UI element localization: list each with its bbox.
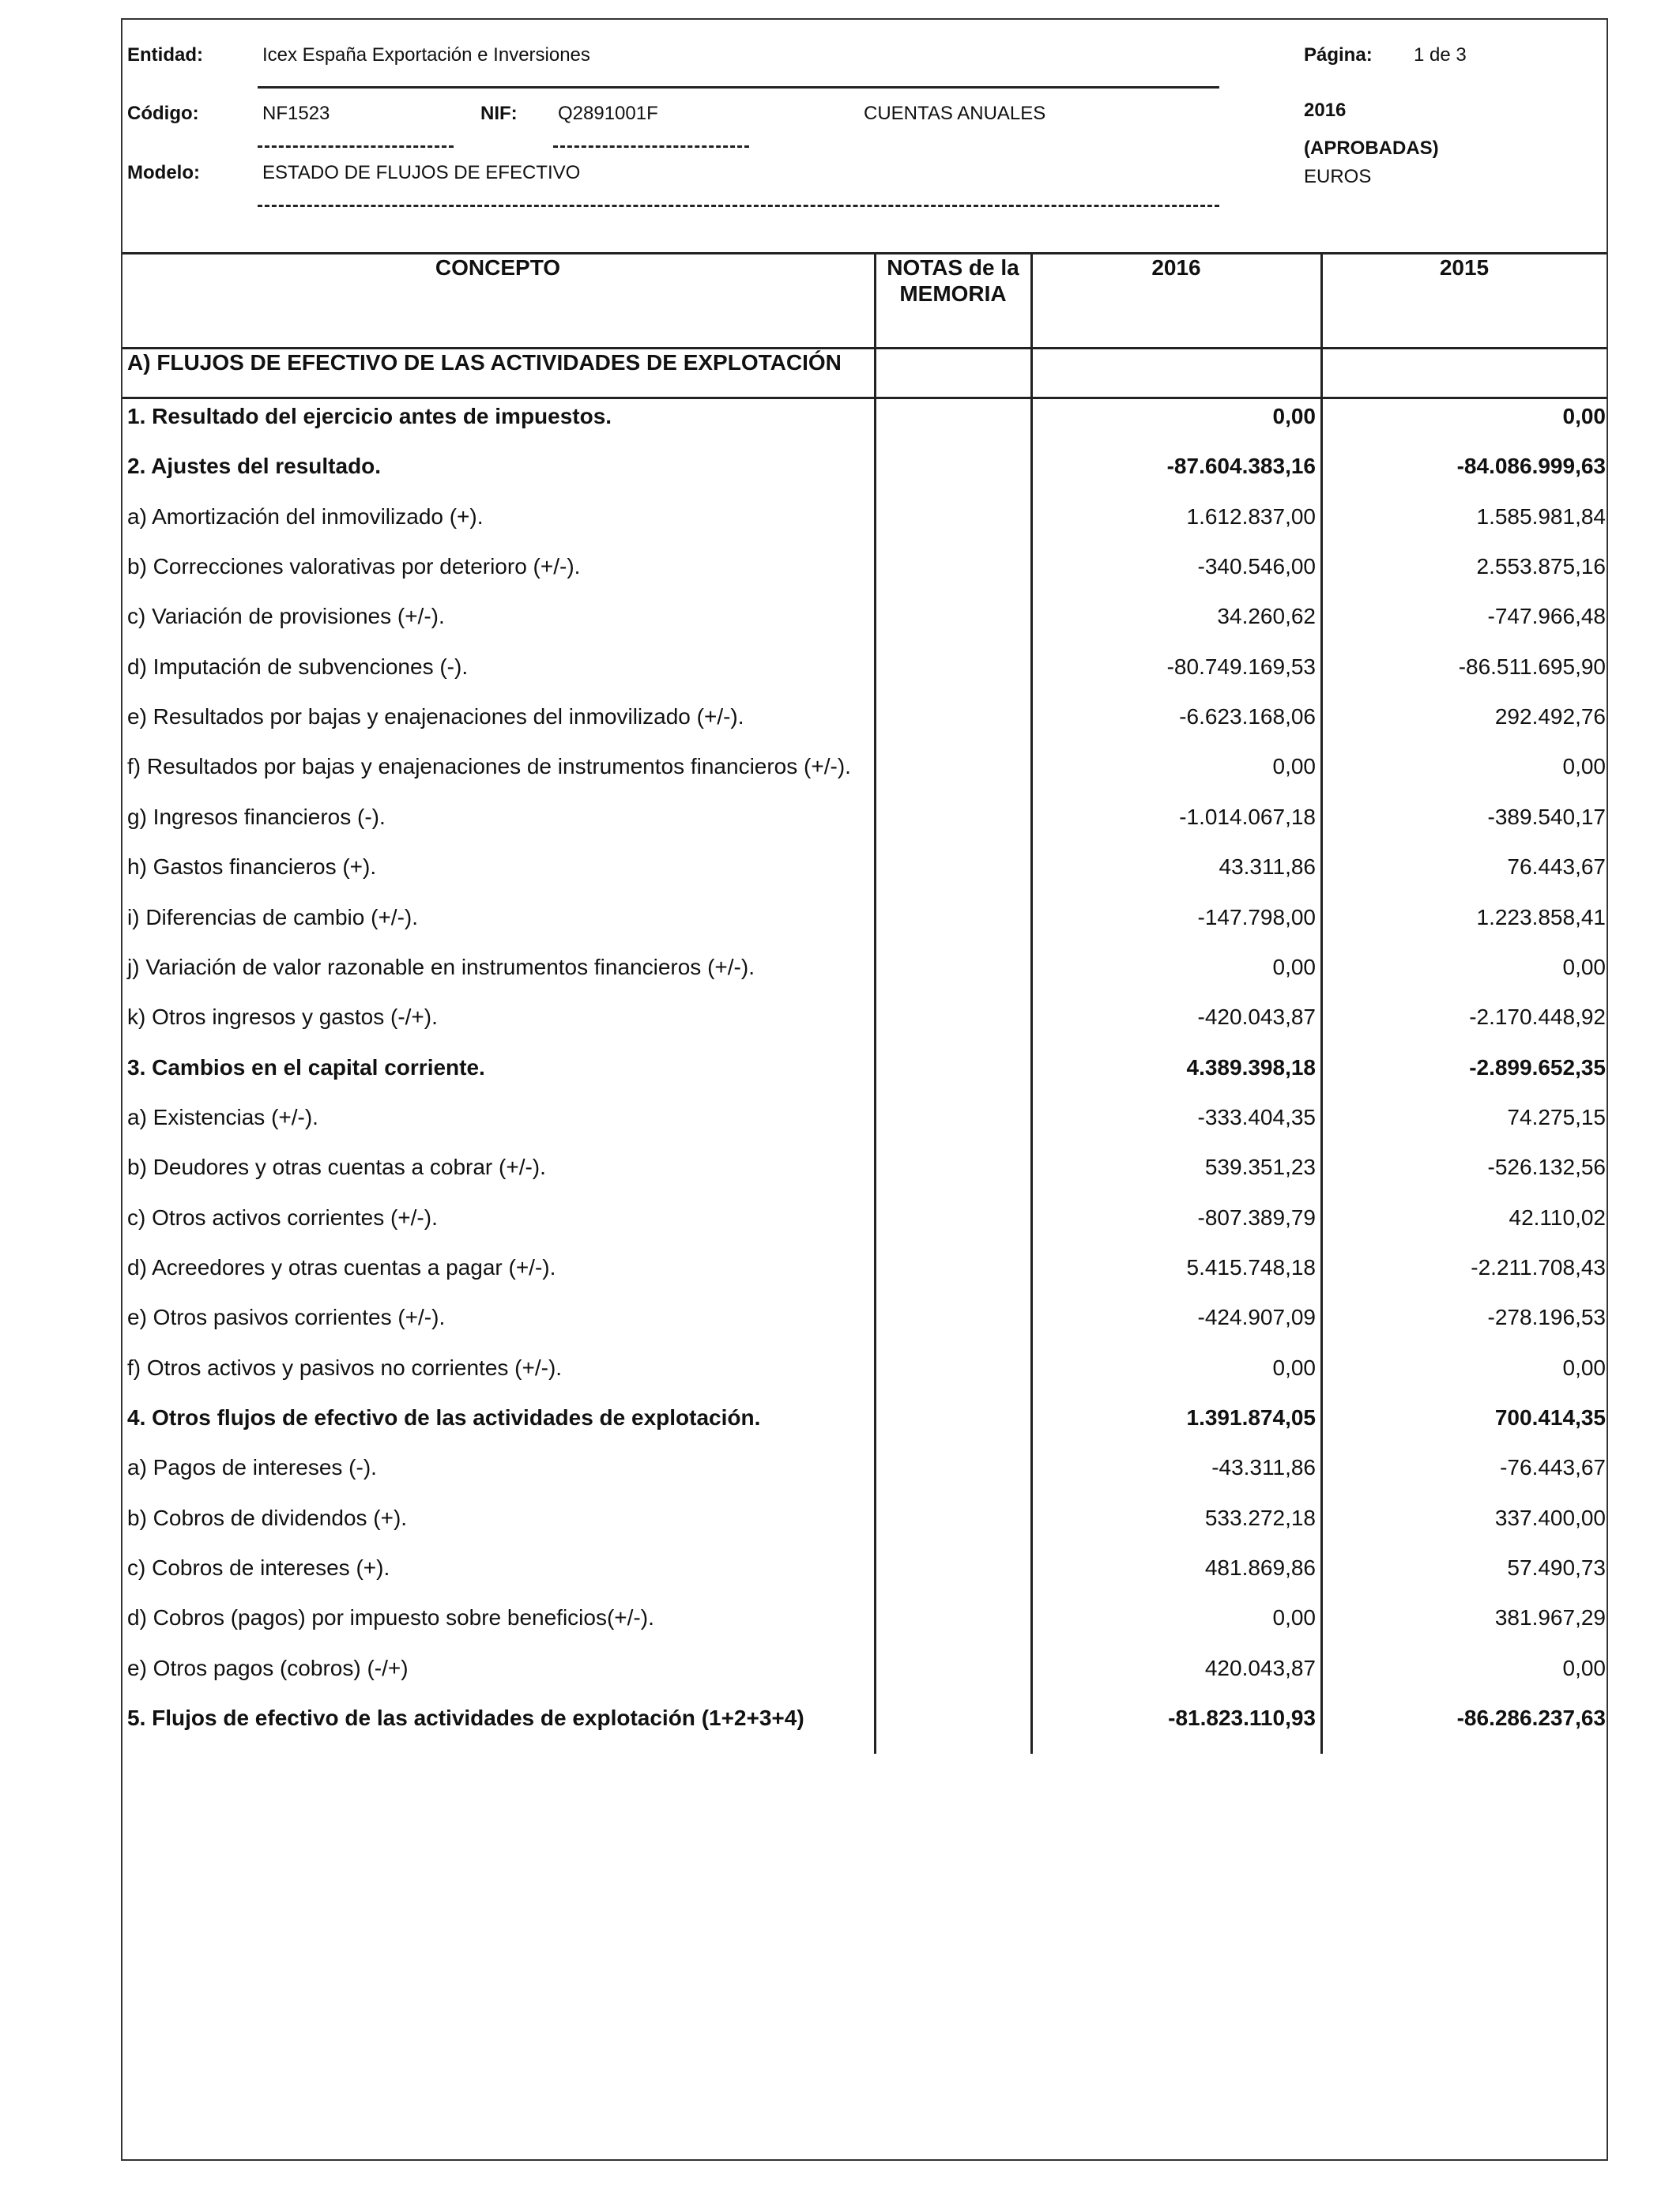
table-row	[0, 444, 1680, 494]
row-value-2016: -87.604.383,16	[1166, 454, 1316, 479]
row-value-2016: -424.907,09	[1197, 1305, 1316, 1330]
row-value-2015: 337.400,00	[1494, 1505, 1606, 1530]
table-row	[0, 495, 1680, 545]
row-concept: 2. Ajustes del resultado.	[127, 454, 382, 479]
row-value-2016: -807.389,79	[1197, 1204, 1316, 1230]
table-row	[0, 1145, 1680, 1195]
row-value-2016: 5.415.748,18	[1186, 1254, 1316, 1280]
row-concept: f) Otros activos y pasivos no corrientes (+/-).	[127, 1355, 563, 1380]
row-value-2015: 42.110,02	[1509, 1204, 1606, 1230]
row-value-2016: -420.043,87	[1197, 1005, 1316, 1030]
entidad-underline	[258, 86, 1219, 89]
row-concept: 1. Resultado del ejercicio antes de impuestos.	[127, 404, 612, 428]
table-row	[0, 1646, 1680, 1696]
entidad-label: Entidad:	[127, 44, 203, 66]
row-concept: b) Deudores y otras cuentas a cobrar (+/-).	[127, 1155, 546, 1180]
row-value-2016: 1.391.874,05	[1186, 1405, 1316, 1430]
currency: EUROS	[1304, 166, 1372, 187]
column-header-2015: 2015	[1439, 255, 1490, 280]
row-value-2016: -333.404,35	[1197, 1104, 1316, 1129]
row-concept: 4. Otros flujos de efectivo de las actividades de explotación.	[127, 1405, 761, 1430]
row-concept: c) Variación de provisiones (+/-).	[127, 604, 445, 629]
row-value-2016: 420.043,87	[1204, 1655, 1316, 1680]
table-row	[0, 1046, 1680, 1095]
row-concept: f) Resultados por bajas y enajenaciones de instrumentos financieros (+/-).	[127, 754, 851, 779]
row-value-2015: 0,00	[1562, 1355, 1606, 1380]
row-value-2016: -147.798,00	[1197, 904, 1316, 929]
row-value-2015: 700.414,35	[1494, 1405, 1606, 1430]
row-value-2016: 481.869,86	[1204, 1555, 1316, 1581]
entidad-value: Icex España Exportación e Inversiones	[262, 44, 590, 66]
table-row	[0, 1396, 1680, 1446]
row-value-2015: -2.211.708,43	[1471, 1254, 1606, 1280]
pagina-label: Página:	[1304, 44, 1373, 66]
report-status: (APROBADAS)	[1304, 138, 1439, 159]
table-row	[0, 895, 1680, 945]
row-value-2016: 0,00	[1272, 954, 1316, 979]
table-row	[0, 594, 1680, 644]
report-type: CUENTAS ANUALES	[864, 103, 1046, 124]
row-concept: a) Amortización del inmovilizado (+).	[127, 503, 484, 529]
row-concept: c) Otros activos corrientes (+/-).	[127, 1204, 438, 1230]
row-concept: e) Otros pagos (cobros) (-/+)	[127, 1655, 409, 1680]
nif-underline	[553, 145, 749, 148]
table-row	[0, 545, 1680, 594]
row-concept: d) Imputación de subvenciones (-).	[127, 654, 469, 679]
row-concept: 5. Flujos de efectivo de las actividades de explotación (1+2+3+4)	[127, 1706, 804, 1731]
table-row	[0, 1196, 1680, 1246]
row-concept: j) Variación de valor razonable en instrumentos financieros (+/-).	[127, 954, 755, 979]
table-row	[0, 1346, 1680, 1396]
row-value-2015: 0,00	[1562, 1655, 1606, 1680]
pagina-value: 1 de 3	[1414, 44, 1467, 66]
row-concept: a) Existencias (+/-).	[127, 1104, 318, 1129]
row-value-2016: 34.260,62	[1217, 604, 1316, 629]
modelo-label: Modelo:	[127, 162, 200, 183]
row-value-2016: -1.014.067,18	[1179, 804, 1316, 829]
codigo-value: NF1523	[262, 103, 330, 124]
table-row	[0, 1596, 1680, 1646]
table-row	[0, 995, 1680, 1045]
row-value-2015: -2.899.652,35	[1469, 1054, 1606, 1080]
codigo-label: Código:	[127, 103, 199, 124]
table-row	[0, 1496, 1680, 1546]
table-row	[0, 1246, 1680, 1295]
nif-label: NIF:	[480, 103, 518, 124]
row-value-2015: 76.443,67	[1507, 854, 1606, 880]
row-concept: g) Ingresos financieros (-).	[127, 804, 386, 829]
row-value-2015: -389.540,17	[1487, 804, 1606, 829]
row-value-2015: -84.086.999,63	[1456, 454, 1606, 479]
table-header-bottom-border	[122, 347, 1607, 349]
row-value-2015: -2.170.448,92	[1469, 1005, 1606, 1030]
row-value-2015: 0,00	[1562, 754, 1606, 779]
table-row	[0, 945, 1680, 995]
row-value-2015: 1.223.858,41	[1476, 904, 1606, 929]
row-concept: a) Pagos de intereses (-).	[127, 1455, 377, 1480]
codigo-underline	[258, 145, 454, 148]
table-row	[0, 745, 1680, 794]
row-value-2015: 292.492,76	[1494, 704, 1606, 729]
row-value-2015: -86.286.237,63	[1456, 1706, 1606, 1731]
row-value-2015: 0,00	[1562, 954, 1606, 979]
row-value-2015: 74.275,15	[1507, 1104, 1606, 1129]
row-concept: k) Otros ingresos y gastos (-/+).	[127, 1005, 438, 1030]
row-concept: 3. Cambios en el capital corriente.	[127, 1054, 485, 1080]
row-concept: d) Cobros (pagos) por impuesto sobre beneficios(+/-).	[127, 1605, 654, 1630]
row-value-2015: -526.132,56	[1487, 1155, 1606, 1180]
row-value-2015: -747.966,48	[1487, 604, 1606, 629]
row-value-2016: -43.311,86	[1211, 1455, 1316, 1480]
row-value-2015: 2.553.875,16	[1476, 554, 1606, 579]
row-value-2016: 1.612.837,00	[1186, 503, 1316, 529]
row-value-2015: -86.511.695,90	[1458, 654, 1606, 679]
table-row	[0, 1696, 1680, 1746]
row-value-2015: 381.967,29	[1494, 1605, 1606, 1630]
row-value-2016: -340.546,00	[1197, 554, 1316, 579]
row-value-2015: -278.196,53	[1487, 1305, 1606, 1330]
table-row	[0, 645, 1680, 695]
row-value-2015: 0,00	[1562, 404, 1606, 428]
row-concept: h) Gastos financieros (+).	[127, 854, 377, 880]
row-value-2016: 0,00	[1272, 1605, 1316, 1630]
row-concept: i) Diferencias de cambio (+/-).	[127, 904, 419, 929]
row-value-2016: 539.351,23	[1204, 1155, 1316, 1180]
nif-value: Q2891001F	[558, 103, 658, 124]
row-value-2016: 0,00	[1272, 404, 1316, 428]
row-value-2016: 43.311,86	[1219, 854, 1316, 880]
table-row	[0, 1446, 1680, 1495]
row-concept: e) Resultados por bajas y enajenaciones del inmovilizado (+/-).	[127, 704, 744, 729]
row-concept: b) Cobros de dividendos (+).	[127, 1505, 408, 1530]
table-row	[0, 795, 1680, 845]
row-value-2015: 1.585.981,84	[1476, 503, 1606, 529]
row-value-2015: 57.490,73	[1507, 1555, 1606, 1581]
row-value-2016: 0,00	[1272, 754, 1316, 779]
row-value-2016: -81.823.110,93	[1168, 1706, 1316, 1731]
table-row	[0, 845, 1680, 895]
column-header-2016: 2016	[1151, 255, 1201, 280]
row-value-2015: -76.443,67	[1500, 1455, 1606, 1480]
column-header-concepto: CONCEPTO	[435, 255, 561, 280]
row-value-2016: 4.389.398,18	[1186, 1054, 1316, 1080]
modelo-underline	[258, 205, 1219, 207]
row-concept: e) Otros pasivos corrientes (+/-).	[127, 1305, 446, 1330]
table-row	[0, 1546, 1680, 1596]
row-concept: d) Acreedores y otras cuentas a pagar (+/-).	[127, 1254, 556, 1280]
section-title: A) FLUJOS DE EFECTIVO DE LAS ACTIVIDADES DE EXPLOTACIÓN	[127, 350, 842, 375]
column-header-notas: NOTAS de la MEMORIA	[887, 255, 1019, 306]
row-concept: c) Cobros de intereses (+).	[127, 1555, 390, 1581]
row-concept: b) Correcciones valorativas por deterioro (+/-).	[127, 554, 581, 579]
row-value-2016: 0,00	[1272, 1355, 1316, 1380]
row-value-2016: -80.749.169,53	[1166, 654, 1316, 679]
table-row	[0, 1295, 1680, 1345]
table-row	[0, 1095, 1680, 1145]
table-row	[0, 695, 1680, 745]
row-value-2016: 533.272,18	[1204, 1505, 1316, 1530]
modelo-value: ESTADO DE FLUJOS DE EFECTIVO	[262, 162, 581, 183]
report-year: 2016	[1304, 100, 1347, 121]
table-row	[0, 394, 1680, 444]
row-value-2016: -6.623.168,06	[1179, 704, 1316, 729]
